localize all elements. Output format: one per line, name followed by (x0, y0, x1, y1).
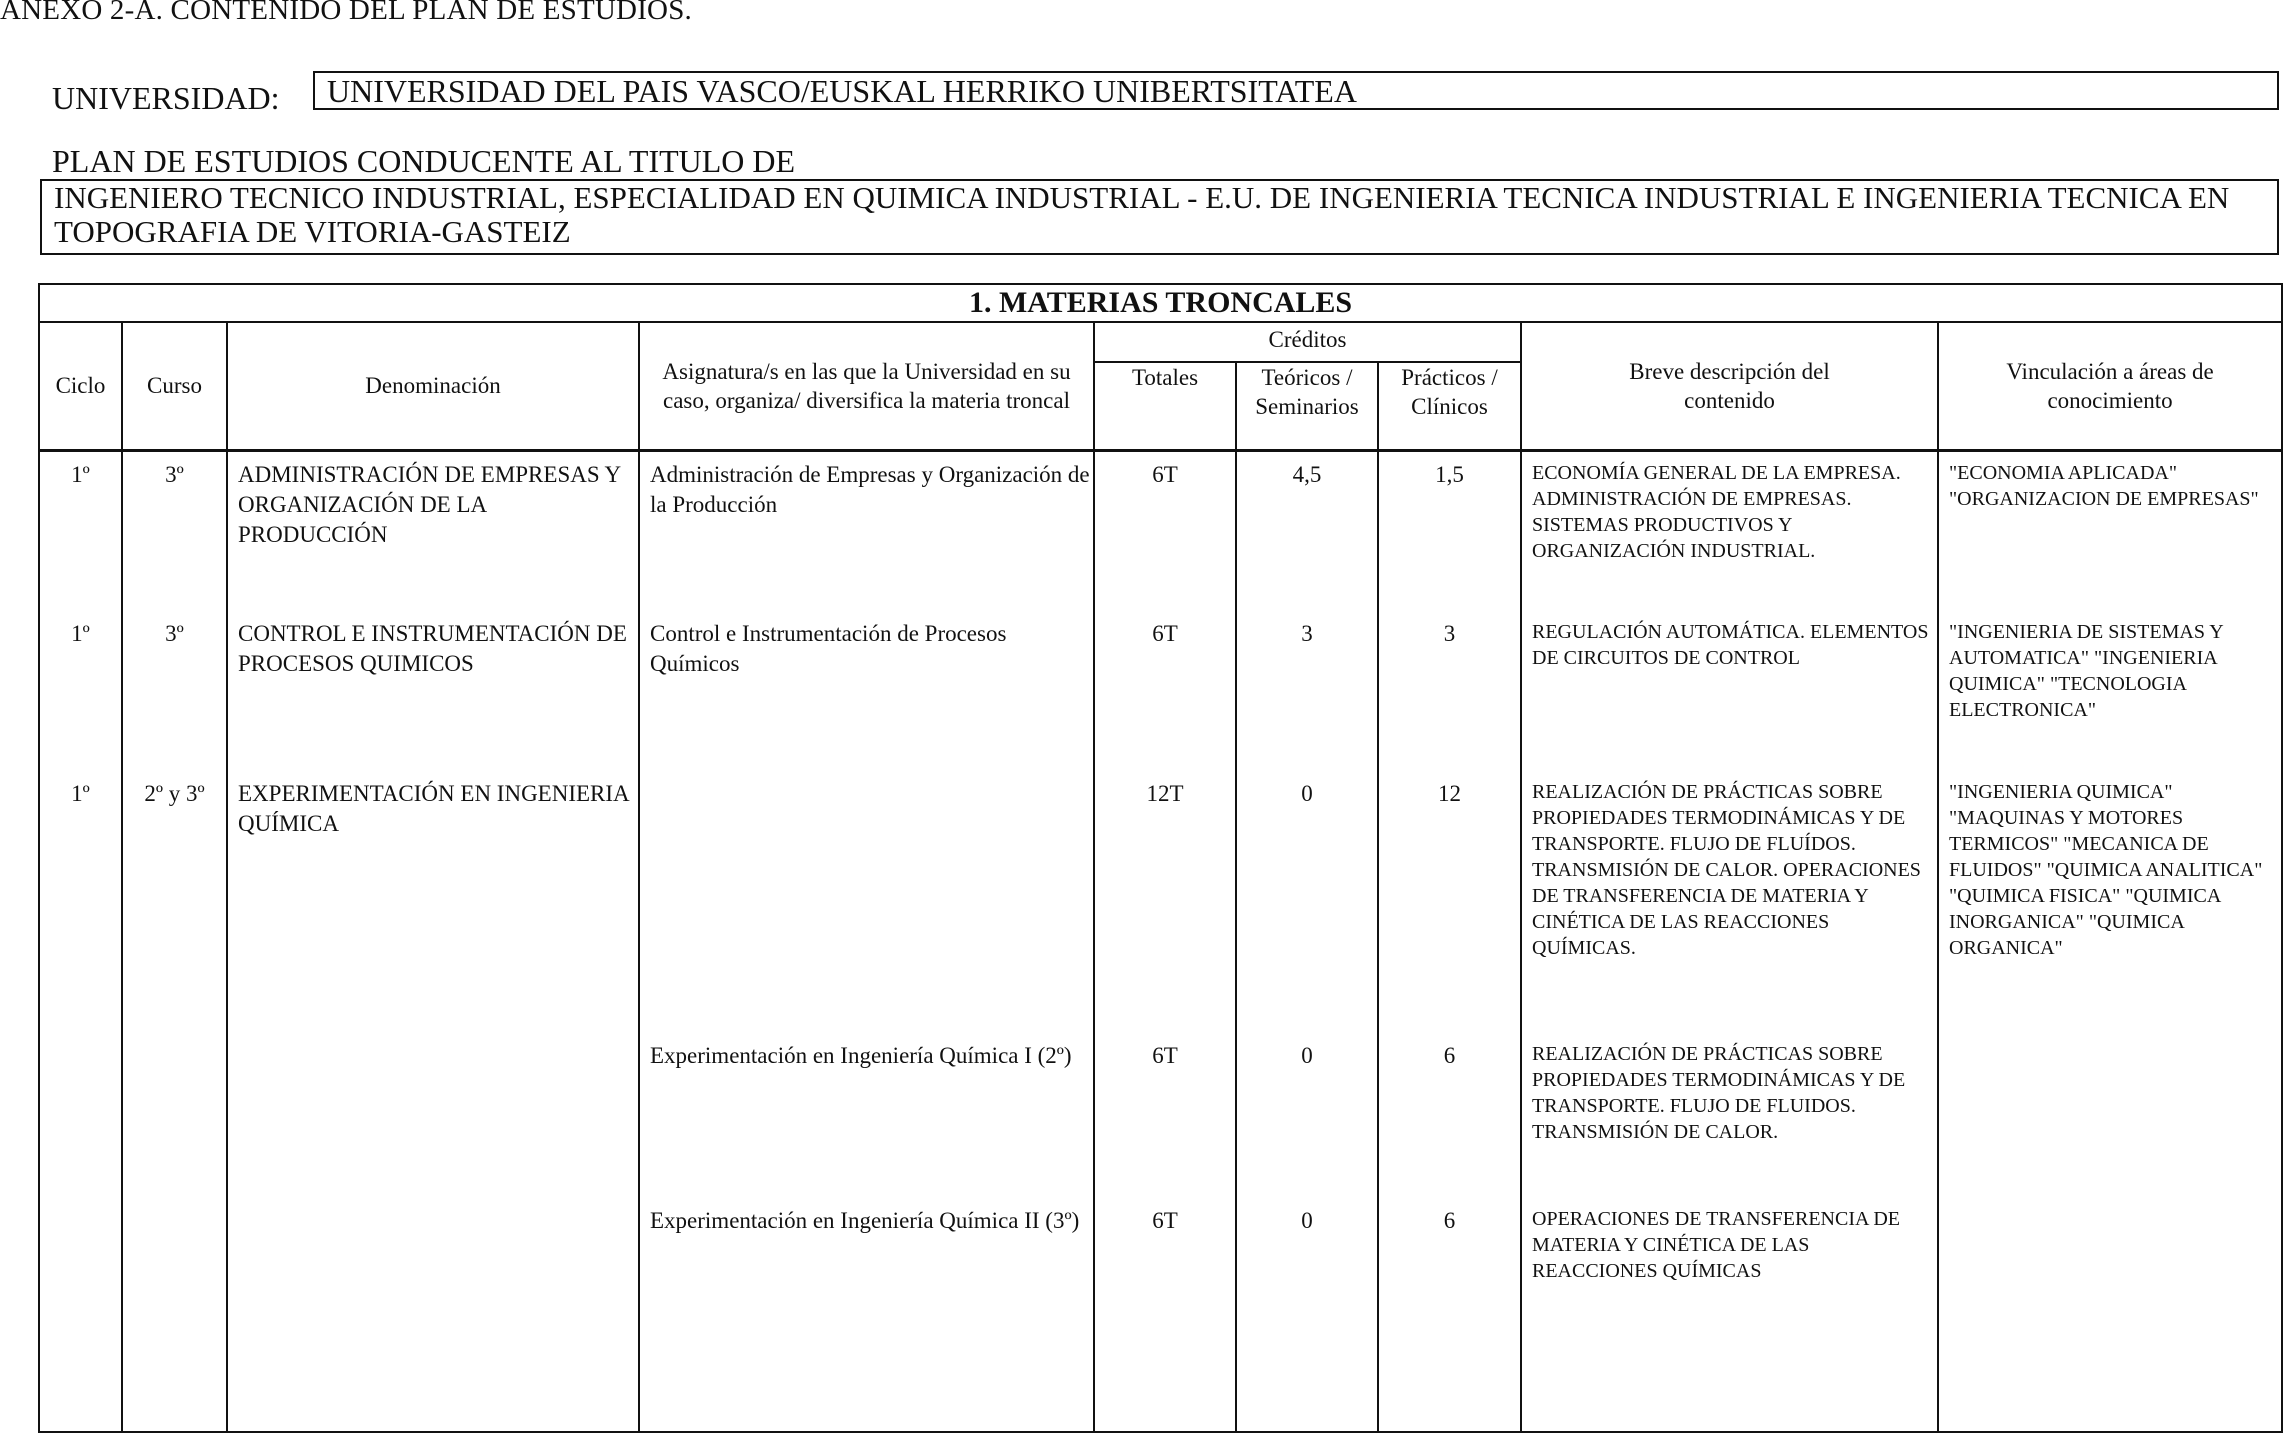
table-title: 1. MATERIAS TRONCALES (39, 284, 2282, 322)
cell-vinculacion (1938, 1033, 2282, 1198)
cell-asignatura: Experimentación en Ingeniería Química II (3º) (639, 1198, 1094, 1433)
cell-teoricos: 4,5 (1236, 451, 1378, 611)
col-curso: Curso (122, 322, 227, 451)
cell-asignatura: Control e Instrumentación de Procesos Químicos (639, 611, 1094, 771)
cell-teoricos: 0 (1236, 1033, 1378, 1198)
col-descripcion: Breve descripción del contenido (1521, 322, 1938, 451)
col-creditos: Créditos (1094, 322, 1521, 362)
cell-curso: 3º (122, 611, 227, 771)
col-asignatura: Asignatura/s en las que la Universidad en su caso, organiza/ diversifica la materia troncal (639, 322, 1094, 451)
cell-totales: 12T (1094, 771, 1236, 1033)
col-ciclo: Ciclo (39, 322, 122, 451)
cell-vinculacion: "INGENIERIA QUIMICA" "MAQUINAS Y MOTORES TERMICOS" "MECANICA DE FLUIDOS" "QUIMICA ANALITICA" "QUIMICA FISICA" "QUIMICA INORGANICA" "QUIMICA ORGANICA" (1938, 771, 2282, 1033)
cell-curso: 3º (122, 451, 227, 611)
cell-teoricos: 0 (1236, 771, 1378, 1033)
cell-practicos: 6 (1378, 1198, 1521, 1433)
cell-asignatura: Administración de Empresas y Organización de la Producción (639, 451, 1094, 611)
cell-vinculacion: "ECONOMIA APLICADA" "ORGANIZACION DE EMPRESAS" (1938, 451, 2282, 611)
cell-curso (122, 1198, 227, 1433)
materias-table (38, 283, 2283, 1433)
cell-totales: 6T (1094, 451, 1236, 611)
cell-ciclo: 1º (39, 771, 122, 1033)
cell-ciclo: 1º (39, 611, 122, 771)
table-row (39, 1033, 2282, 1198)
col-totales: Totales (1094, 362, 1236, 451)
cell-curso (122, 1033, 227, 1198)
col-teoricos: Teóricos / Seminarios (1236, 362, 1378, 451)
cell-denominacion: CONTROL E INSTRUMENTACIÓN DE PROCESOS QUIMICOS (227, 611, 639, 771)
cell-teoricos: 3 (1236, 611, 1378, 771)
col-vinculacion: Vinculación a áreas de conocimiento (1938, 322, 2282, 451)
cell-descripcion: REGULACIÓN AUTOMÁTICA. ELEMENTOS DE CIRCUITOS DE CONTROL (1521, 611, 1938, 771)
annex-title: ANEXO 2-A. CONTENIDO DEL PLAN DE ESTUDIOS. (0, 0, 692, 26)
cell-asignatura (639, 771, 1094, 1033)
cell-denominacion (227, 1033, 639, 1198)
col-denominacion: Denominación (227, 322, 639, 451)
cell-ciclo (39, 1033, 122, 1198)
cell-ciclo: 1º (39, 451, 122, 611)
cell-practicos: 6 (1378, 1033, 1521, 1198)
plan-field: INGENIERO TECNICO INDUSTRIAL, ESPECIALIDAD EN QUIMICA INDUSTRIAL - E.U. DE INGENIERIA TECNICA INDUSTRIAL E INGENIERIA TECNICA EN TOPOGRAFIA DE VITORIA-GASTEIZ (40, 179, 2279, 255)
cell-totales: 6T (1094, 611, 1236, 771)
table-row (39, 451, 2282, 611)
cell-practicos: 1,5 (1378, 451, 1521, 611)
cell-teoricos: 0 (1236, 1198, 1378, 1433)
cell-asignatura: Experimentación en Ingeniería Química I (2º) (639, 1033, 1094, 1198)
cell-descripcion: ECONOMÍA GENERAL DE LA EMPRESA. ADMINISTRACIÓN DE EMPRESAS. SISTEMAS PRODUCTIVOS Y ORGANIZACIÓN INDUSTRIAL. (1521, 451, 1938, 611)
cell-denominacion: EXPERIMENTACIÓN EN INGENIERIA QUÍMICA (227, 771, 639, 1033)
cell-descripcion: OPERACIONES DE TRANSFERENCIA DE MATERIA Y CINÉTICA DE LAS REACCIONES QUÍMICAS (1521, 1198, 1938, 1433)
university-field: UNIVERSIDAD DEL PAIS VASCO/EUSKAL HERRIKO UNIBERTSITATEA (313, 71, 2279, 110)
cell-totales: 6T (1094, 1198, 1236, 1433)
cell-ciclo (39, 1198, 122, 1433)
table-row (39, 611, 2282, 771)
cell-curso: 2º y 3º (122, 771, 227, 1033)
cell-practicos: 3 (1378, 611, 1521, 771)
cell-vinculacion: "INGENIERIA DE SISTEMAS Y AUTOMATICA" "INGENIERIA QUIMICA" "TECNOLOGIA ELECTRONICA" (1938, 611, 2282, 771)
table-row (39, 1198, 2282, 1433)
col-practicos: Prácticos / Clínicos (1378, 362, 1521, 451)
cell-practicos: 12 (1378, 771, 1521, 1033)
cell-descripcion: REALIZACIÓN DE PRÁCTICAS SOBRE PROPIEDADES TERMODINÁMICAS Y DE TRANSPORTE. FLUJO DE FLUIDOS. TRANSMISIÓN DE CALOR. (1521, 1033, 1938, 1198)
table-row (39, 771, 2282, 1033)
cell-vinculacion (1938, 1198, 2282, 1433)
plan-label: PLAN DE ESTUDIOS CONDUCENTE AL TITULO DE (52, 143, 796, 179)
cell-denominacion (227, 1198, 639, 1433)
cell-descripcion: REALIZACIÓN DE PRÁCTICAS SOBRE PROPIEDADES TERMODINÁMICAS Y DE TRANSPORTE. FLUJO DE FLUÍDOS. TRANSMISIÓN DE CALOR. OPERACIONES DE TRANSFERENCIA DE MATERIA Y CINÉTICA DE LAS REACCIONES QUÍMICAS. (1521, 771, 1938, 1033)
cell-denominacion: ADMINISTRACIÓN DE EMPRESAS Y ORGANIZACIÓN DE LA PRODUCCIÓN (227, 451, 639, 611)
university-label: UNIVERSIDAD: (52, 80, 280, 116)
cell-totales: 6T (1094, 1033, 1236, 1198)
